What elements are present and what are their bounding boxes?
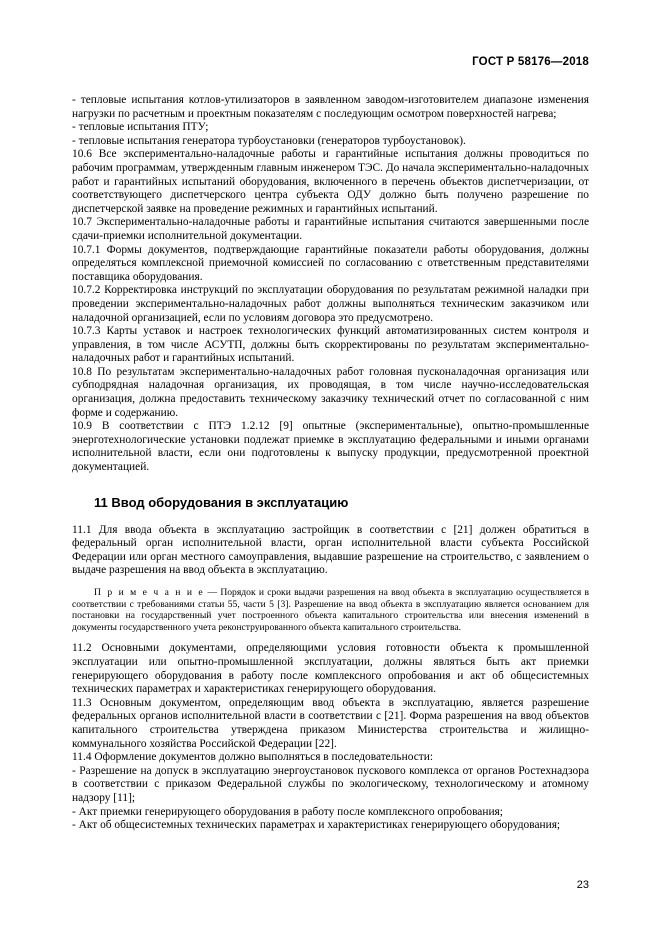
paragraph: 10.8 По результатам экспериментально-наладочных работ головная пусконаладочная организация или субподрядная наладочная организация, их проводящая, в том числе научно-исследовательская организация, должна предоставить техническому заказчику технический отчет по согласованной с ним форме и содержанию. (72, 365, 589, 419)
document-body-2 (72, 524, 589, 578)
paragraph: 11.4 Оформление документов должно выполняться в последовательности: (72, 751, 433, 764)
note-label: П р и м е ч а н и е (94, 587, 205, 598)
paragraph: 10.7.1 Формы документов, подтверждающие гарантийные показатели работы оборудования, должны определяться комплексной приемочной комиссией по согласованию с ответственным представителями поставщика оборудования. (72, 243, 589, 283)
document-body (72, 94, 589, 475)
paragraph: - Разрешение на допуск в эксплуатацию энергоустановок пускового комплекса от органов Ростехнадзора в соответствии с приказом Федеральной службы по экологическому, технологическому и атомному надзору [11]; (72, 764, 589, 804)
page-header: ГОСТ Р 58176—2018 (472, 56, 589, 68)
paragraph: - Акт об общесистемных технических параметрах и характеристиках генерирующего оборудования; (72, 819, 561, 832)
paragraph: - тепловые испытания ПТУ; (72, 121, 209, 134)
paragraph: 10.7.2 Корректировка инструкций по эксплуатации оборудования по результатам режимной наладки при проведении экспериментально-наладочных работ должны выполняться техническим заказчиком или наладочной организацией, если по условиям договора это предусмотрено. (72, 284, 589, 324)
paragraph: 10.7.3 Карты уставок и настроек технологических функций автоматизированных систем контроля и управления, в том числе АСУТП, должны быть скорректированы по результатам экспериментально-наладочных работ и гарантийных испытаний. (72, 325, 589, 365)
paragraph: 11.3 Основным документом, определяющим ввод объекта в эксплуатацию, является разрешение федеральных органов исполнительной власти в соответствии с [21]. Форма разрешения на ввод объектов капитального строительства утверждена приказом Министерства строительства и жилищно-коммунального хозяйства Российской Федерации [22]. (72, 696, 589, 750)
section-heading: 11 Ввод оборудования в эксплуатацию (94, 494, 349, 510)
paragraph: 11.2 Основными документами, определяющими условия готовности объекта к промышленной эксплуатации или опытно-промышленной эксплуатации, должны являться быть акт приемки генерирующего оборудования в работу после комплексного опробования и акт об общесистемных технических параметрах и характеристиках генерирующего оборудования. (72, 642, 589, 696)
paragraph: - тепловые испытания котлов-утилизаторов в заявленном заводом-изготовителем диапазоне изменения нагрузки по расчетным и проектным показателям с последующим осмотром поверхностей нагрева; (72, 94, 589, 120)
paragraph: - тепловые испытания генератора турбоустановки (генераторов турбоустановок). (72, 134, 466, 147)
paragraph: 11.1 Для ввода объекта в эксплуатацию застройщик в соответствии с [21] должен обратиться в федеральный орган исполнительной власти, орган исполнительной власти субъекта Российской Федерации или орган местного самоуправления, выдавшие разрешение на строительство, с заявлением о выдаче разрешения на ввод объекта в эксплуатацию. (72, 523, 589, 577)
note-text: — Порядок и сроки выдачи разрешения на ввод объекта в эксплуатацию осуществляется в соответствии с требованиями статьи 55, части 5 [3]. Разрешение на ввод объекта в эксплуатацию является основанием для постановки на государственный учет построенного объекта капитального строительства или внесения изменений в документы государственного учета реконструированного объекта капитального строительства. (72, 587, 589, 633)
paragraph: 10.9 В соответствии с ПТЭ 1.2.12 [9] опытные (экспериментальные), опытно-промышленные энерготехнологические установки подлежат приемке в эксплуатацию федеральными и иными органами исполнительной власти, если они подготовлены к выпуску продукции, предусмотренной проектной документацией. (72, 420, 589, 474)
document-body-3 (72, 642, 589, 832)
page-number: 23 (576, 879, 589, 891)
paragraph: - Акт приемки генерирующего оборудования в работу после комплексного опробования; (72, 805, 503, 818)
paragraph: 10.7 Экспериментально-наладочные работы и гарантийные испытания считаются завершенными после сдачи-приемки исполнительной документации. (72, 216, 589, 242)
paragraph: 10.6 Все экспериментально-наладочные работы и гарантийные испытания должны проводиться по рабочим программам, утвержденным главным инженером ТЭС. До начала экспериментально-наладочных работ и гарантийных испытаний оборудования, включенного в перечень объектов диспетчеризации, от соответствующего диспетчерского центра субъекта ОДУ должно быть получено разрешение по диспетчерской заявке на проведение режимных и гарантийных испытаний. (72, 148, 589, 215)
note-block (72, 587, 589, 633)
